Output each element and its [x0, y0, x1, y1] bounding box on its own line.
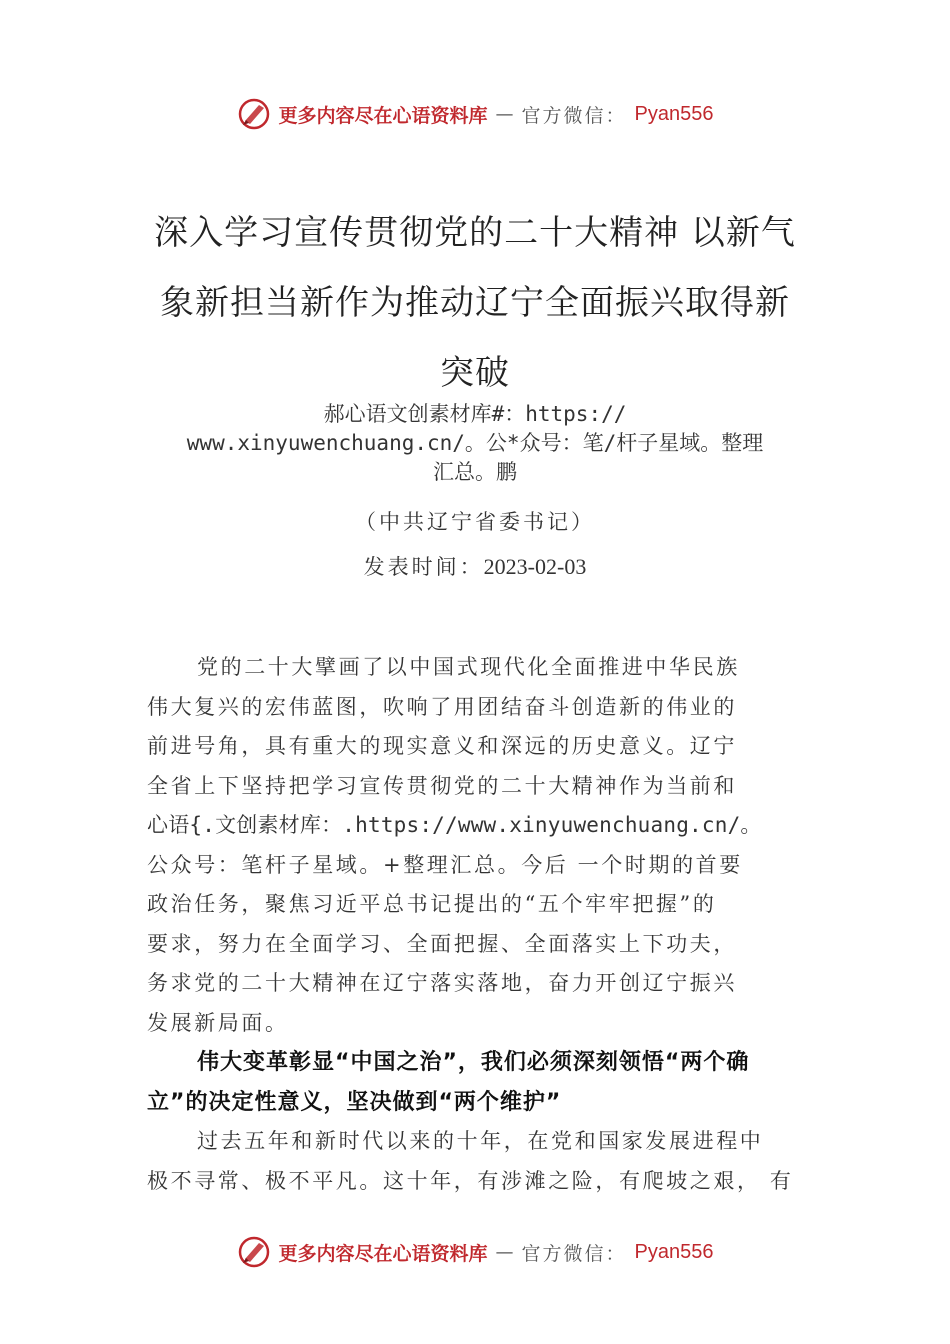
page-title	[140, 198, 810, 408]
header-banner	[0, 94, 950, 134]
publish-date	[140, 551, 810, 581]
body-line: 全省上下坚持把学习宣传贯彻党的二十大精神作为当前和	[147, 773, 737, 798]
date-value: 2023-02-03	[483, 554, 587, 579]
body-line: 发展新局面。	[147, 1010, 289, 1035]
body-line: 过去五年和新时代以来的十年，在党和国家发展进程中	[197, 1129, 764, 1153]
article-body	[147, 648, 811, 1201]
banner-dash: —	[495, 1241, 514, 1263]
body-line: 政治任务，聚焦习近平总书记提出的“五个牢牢把握”的	[147, 892, 717, 916]
source-line: 郝心语文创素材库#：https://	[323, 402, 627, 426]
body-line: 前进号角，具有重大的现实意义和深远的历史意义。辽宁	[147, 734, 737, 758]
source-line: 汇总。鹏	[433, 460, 517, 484]
title-line: 象新担当新作为推动辽宁全面振兴取得新	[160, 283, 790, 323]
banner-wechat-label: 官方微信：	[521, 104, 627, 127]
body-line: 要求，努力在全面学习、全面把握、全面落实上下功夫，	[147, 931, 737, 956]
banner-dash: —	[495, 103, 514, 125]
body-line: 心语{.文创素材库：.https://www.xinyuwenchuang.cn/。	[147, 813, 762, 837]
body-line: 公众号：笔杆子星域。+整理汇总。今后 一个时期的首要	[147, 852, 743, 877]
banner-wechat-id: Pyan556	[634, 102, 714, 125]
banner-title: 更多内容尽在心语资料库	[278, 1242, 488, 1265]
banner-title: 更多内容尽在心语资料库	[278, 104, 488, 127]
banner-wechat-id: Pyan556	[634, 1240, 714, 1263]
body-line: 极不寻常、极不平凡。这十年，有涉滩之险，有爬坡之艰， 有	[147, 1168, 794, 1193]
section-heading: 立”的决定性意义，坚决做到“两个维护”	[147, 1089, 562, 1115]
banner-wechat-label: 官方微信：	[521, 1242, 627, 1265]
source-note	[140, 400, 810, 487]
author-line: （中共辽宁省委书记）	[355, 510, 595, 534]
body-line: 务求党的二十大精神在辽宁落实落地，奋力开创辽宁振兴	[147, 971, 737, 995]
footer-banner	[0, 1232, 950, 1272]
body-line: 伟大复兴的宏伟蓝图，吹响了用团结奋斗创造新的伟业的	[147, 694, 737, 719]
source-line: www.xinyuwenchuang.cn/。公*众号：笔/杆子星域。整理	[186, 431, 764, 455]
logo-icon	[237, 1235, 271, 1269]
title-line: 突破	[440, 353, 510, 393]
body-line: 党的二十大擘画了以中国式现代化全面推进中华民族	[197, 655, 740, 679]
section-heading: 伟大变革彰显“中国之治”，我们必须深刻领悟“两个确	[197, 1050, 750, 1075]
date-label: 发表时间：	[363, 555, 484, 579]
logo-icon	[237, 97, 271, 131]
title-line: 深入学习宣传贯彻党的二十大精神 以新气	[154, 213, 796, 253]
